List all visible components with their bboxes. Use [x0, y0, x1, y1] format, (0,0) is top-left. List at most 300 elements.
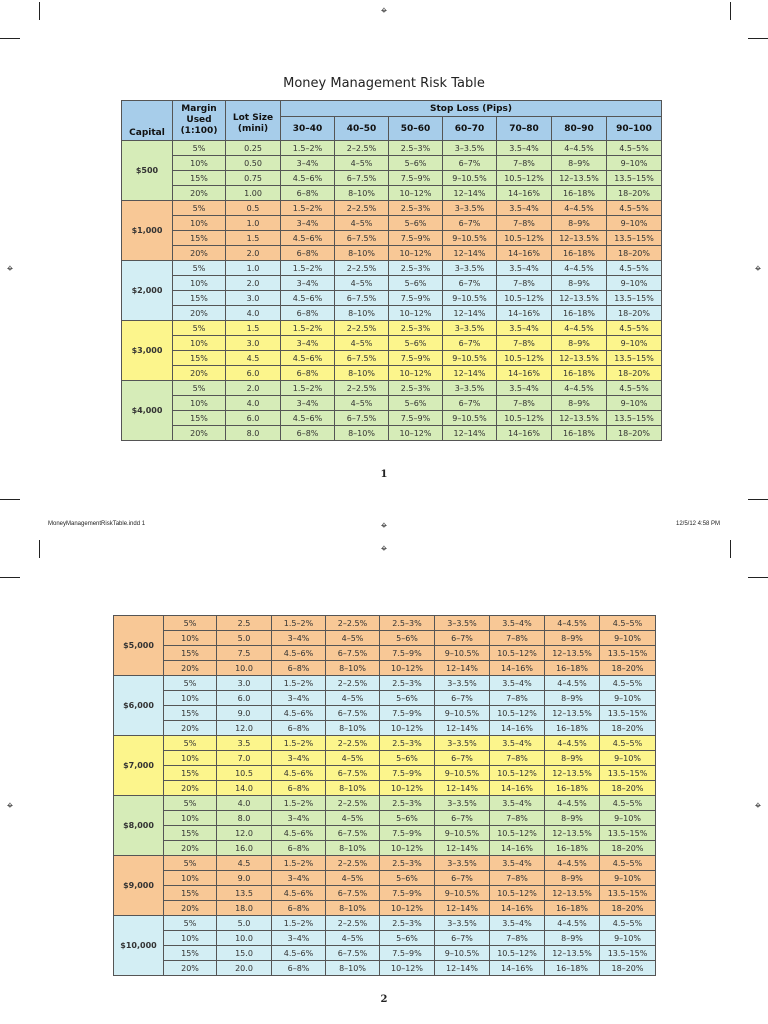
risk-percent-cell: 16–18% [545, 841, 600, 856]
lot-size-cell: 7.0 [217, 751, 272, 766]
margin-cell: 5% [173, 141, 226, 156]
risk-percent-cell: 6–7% [435, 751, 490, 766]
risk-percent-cell: 8–9% [552, 156, 607, 171]
risk-percent-cell: 7.5–9% [389, 291, 443, 306]
risk-percent-cell: 10–12% [389, 426, 443, 441]
risk-percent-cell: 14–16% [497, 306, 552, 321]
risk-percent-cell: 4.5–6% [272, 646, 326, 661]
risk-percent-cell: 2.5–3% [389, 261, 443, 276]
crop-mark [748, 38, 768, 39]
risk-percent-cell: 12–14% [443, 366, 497, 381]
table-row [114, 856, 656, 871]
risk-percent-cell: 8–9% [552, 336, 607, 351]
risk-percent-cell: 2–2.5% [326, 796, 380, 811]
risk-percent-cell: 12–13.5% [552, 411, 607, 426]
margin-cell: 20% [164, 961, 217, 976]
risk-percent-cell: 3–4% [272, 871, 326, 886]
risk-percent-cell: 7–8% [497, 216, 552, 231]
margin-cell: 5% [164, 676, 217, 691]
table-row [122, 351, 662, 366]
risk-percent-cell: 9–10.5% [435, 826, 490, 841]
table-row [122, 381, 662, 396]
risk-percent-cell: 1.5–2% [272, 676, 326, 691]
risk-percent-cell: 14–16% [490, 841, 545, 856]
margin-cell: 5% [164, 856, 217, 871]
risk-percent-cell: 4.5–6% [281, 411, 335, 426]
crop-mark [748, 577, 768, 578]
risk-percent-cell: 8–10% [335, 366, 389, 381]
margin-cell: 15% [173, 351, 226, 366]
risk-percent-cell: 9–10% [607, 336, 662, 351]
margin-cell: 10% [173, 336, 226, 351]
registration-mark-icon: ⌖ [380, 519, 388, 532]
risk-percent-cell: 8–9% [552, 216, 607, 231]
risk-percent-cell: 10–12% [380, 661, 435, 676]
lot-size-cell: 1.00 [226, 186, 281, 201]
table-row [122, 396, 662, 411]
risk-percent-cell: 5–6% [389, 396, 443, 411]
margin-cell: 20% [173, 366, 226, 381]
risk-percent-cell: 13.5–15% [600, 826, 656, 841]
risk-percent-cell: 13.5–15% [600, 646, 656, 661]
capital-cell: $5,000 [114, 616, 164, 676]
risk-percent-cell: 4.5–5% [600, 916, 656, 931]
crop-mark [748, 499, 768, 500]
risk-percent-cell: 13.5–15% [607, 291, 662, 306]
risk-percent-cell: 4–4.5% [552, 381, 607, 396]
risk-percent-cell: 7–8% [490, 931, 545, 946]
risk-percent-cell: 4–5% [326, 871, 380, 886]
risk-percent-cell: 3–4% [272, 811, 326, 826]
risk-percent-cell: 6–7% [443, 276, 497, 291]
risk-percent-cell: 7.5–9% [389, 411, 443, 426]
risk-percent-cell: 2–2.5% [326, 736, 380, 751]
risk-percent-cell: 4–4.5% [545, 796, 600, 811]
margin-cell: 10% [164, 751, 217, 766]
risk-percent-cell: 2.5–3% [389, 321, 443, 336]
risk-percent-cell: 6–7% [443, 396, 497, 411]
risk-percent-cell: 6–7.5% [326, 766, 380, 781]
risk-percent-cell: 6–7.5% [326, 706, 380, 721]
risk-percent-cell: 4–4.5% [552, 141, 607, 156]
risk-percent-cell: 10–12% [380, 901, 435, 916]
risk-percent-cell: 12–14% [435, 721, 490, 736]
risk-percent-cell: 3–3.5% [435, 916, 490, 931]
risk-percent-cell: 4–5% [326, 691, 380, 706]
risk-percent-cell: 14–16% [490, 721, 545, 736]
lot-size-cell: 2.0 [226, 246, 281, 261]
lot-size-cell: 10.0 [217, 931, 272, 946]
risk-percent-cell: 10.5–12% [490, 946, 545, 961]
risk-percent-cell: 6–8% [272, 661, 326, 676]
table-row [114, 676, 656, 691]
risk-percent-cell: 2–2.5% [326, 616, 380, 631]
risk-percent-cell: 6–7.5% [326, 826, 380, 841]
risk-percent-cell: 2–2.5% [326, 856, 380, 871]
risk-percent-cell: 3–3.5% [443, 321, 497, 336]
risk-percent-cell: 9–10% [600, 871, 656, 886]
lot-size-cell: 9.0 [217, 871, 272, 886]
lot-size-cell: 4.5 [226, 351, 281, 366]
risk-percent-cell: 14–16% [490, 781, 545, 796]
risk-percent-cell: 16–18% [545, 901, 600, 916]
table-row [122, 366, 662, 381]
table-row [114, 931, 656, 946]
risk-percent-cell: 10–12% [380, 721, 435, 736]
risk-percent-cell: 3–4% [281, 336, 335, 351]
margin-cell: 5% [173, 321, 226, 336]
margin-cell: 10% [164, 811, 217, 826]
risk-percent-cell: 3–4% [272, 931, 326, 946]
risk-percent-cell: 2–2.5% [335, 381, 389, 396]
risk-percent-cell: 7–8% [497, 336, 552, 351]
risk-percent-cell: 13.5–15% [600, 886, 656, 901]
risk-percent-cell: 7.5–9% [380, 826, 435, 841]
table-row [114, 736, 656, 751]
table-row [114, 901, 656, 916]
registration-mark-icon: ⌖ [380, 542, 388, 555]
pips-header: 70–80 [497, 117, 552, 141]
capital-cell: $8,000 [114, 796, 164, 856]
lot-size-cell: 10.0 [217, 661, 272, 676]
margin-cell: 20% [173, 186, 226, 201]
risk-percent-cell: 3–3.5% [435, 796, 490, 811]
risk-percent-cell: 12–13.5% [545, 646, 600, 661]
lot-size-cell: 0.75 [226, 171, 281, 186]
risk-percent-cell: 3.5–4% [497, 381, 552, 396]
risk-percent-cell: 9–10.5% [443, 231, 497, 246]
margin-cell: 5% [164, 796, 217, 811]
risk-percent-cell: 10–12% [380, 781, 435, 796]
table-row [114, 751, 656, 766]
risk-percent-cell: 6–8% [281, 426, 335, 441]
risk-percent-cell: 10.5–12% [497, 171, 552, 186]
margin-cell: 15% [164, 826, 217, 841]
lot-size-cell: 6.0 [226, 366, 281, 381]
risk-percent-cell: 14–16% [490, 661, 545, 676]
risk-percent-cell: 14–16% [497, 426, 552, 441]
risk-percent-cell: 13.5–15% [607, 231, 662, 246]
margin-cell: 5% [173, 261, 226, 276]
stop-loss-header: Stop Loss (Pips) [281, 101, 662, 117]
risk-percent-cell: 4–5% [326, 811, 380, 826]
risk-percent-cell: 4.5–6% [281, 171, 335, 186]
margin-cell: 20% [173, 426, 226, 441]
page-number: 2 [380, 994, 388, 1005]
margin-cell: 20% [164, 661, 217, 676]
table-row [114, 796, 656, 811]
risk-percent-cell: 4.5–6% [281, 231, 335, 246]
risk-percent-cell: 18–20% [607, 426, 662, 441]
table-row [122, 306, 662, 321]
risk-percent-cell: 6–8% [281, 246, 335, 261]
risk-percent-cell: 2–2.5% [335, 321, 389, 336]
risk-table-page-2 [113, 615, 656, 976]
risk-percent-cell: 3–4% [281, 276, 335, 291]
risk-percent-cell: 9–10% [600, 751, 656, 766]
risk-percent-cell: 4.5–5% [600, 856, 656, 871]
risk-percent-cell: 7.5–9% [380, 766, 435, 781]
risk-percent-cell: 3–4% [272, 751, 326, 766]
risk-percent-cell: 13.5–15% [607, 171, 662, 186]
risk-percent-cell: 12–13.5% [552, 171, 607, 186]
risk-percent-cell: 6–7% [435, 871, 490, 886]
risk-percent-cell: 5–6% [380, 871, 435, 886]
registration-mark-icon: ⌖ [380, 4, 388, 17]
risk-percent-cell: 10–12% [389, 366, 443, 381]
risk-percent-cell: 4.5–5% [600, 796, 656, 811]
margin-cell: 5% [164, 736, 217, 751]
margin-cell: 10% [173, 216, 226, 231]
risk-percent-cell: 2–2.5% [335, 141, 389, 156]
capital-cell: $4,000 [122, 381, 173, 441]
risk-percent-cell: 7–8% [490, 871, 545, 886]
margin-cell: 15% [173, 231, 226, 246]
risk-percent-cell: 14–16% [490, 901, 545, 916]
risk-percent-cell: 12–13.5% [545, 706, 600, 721]
risk-percent-cell: 8–10% [326, 781, 380, 796]
lot-size-cell: 1.5 [226, 321, 281, 336]
risk-percent-cell: 3–4% [281, 216, 335, 231]
risk-percent-cell: 6–7.5% [335, 411, 389, 426]
table-row [122, 246, 662, 261]
risk-percent-cell: 3–3.5% [443, 261, 497, 276]
risk-percent-cell: 9–10% [600, 811, 656, 826]
risk-percent-cell: 2.5–3% [380, 616, 435, 631]
risk-percent-cell: 4.5–6% [272, 766, 326, 781]
lot-size-cell: 0.25 [226, 141, 281, 156]
margin-cell: 15% [164, 646, 217, 661]
risk-percent-cell: 10.5–12% [497, 411, 552, 426]
risk-percent-cell: 9–10.5% [435, 646, 490, 661]
risk-percent-cell: 12–14% [443, 246, 497, 261]
lot-size-cell: 8.0 [217, 811, 272, 826]
risk-percent-cell: 5–6% [380, 931, 435, 946]
risk-percent-cell: 1.5–2% [281, 321, 335, 336]
table-row [114, 841, 656, 856]
risk-percent-cell: 8–10% [335, 186, 389, 201]
pips-header: 30–40 [281, 117, 335, 141]
risk-percent-cell: 9–10.5% [443, 411, 497, 426]
risk-percent-cell: 10–12% [389, 306, 443, 321]
risk-percent-cell: 4.5–6% [272, 706, 326, 721]
table-row [114, 946, 656, 961]
table-row [114, 826, 656, 841]
risk-percent-cell: 7.5–9% [380, 706, 435, 721]
registration-mark-icon: ⌖ [754, 799, 762, 812]
risk-percent-cell: 9–10% [607, 156, 662, 171]
risk-percent-cell: 1.5–2% [272, 856, 326, 871]
risk-percent-cell: 6–8% [281, 306, 335, 321]
table-row [114, 781, 656, 796]
pips-header: 90–100 [607, 117, 662, 141]
risk-percent-cell: 4–5% [335, 276, 389, 291]
risk-percent-cell: 8–9% [545, 931, 600, 946]
table-row [114, 616, 656, 631]
risk-percent-cell: 3–3.5% [435, 676, 490, 691]
crop-mark [0, 38, 20, 39]
risk-percent-cell: 6–7% [443, 336, 497, 351]
risk-percent-cell: 4.5–6% [272, 946, 326, 961]
risk-percent-cell: 7.5–9% [389, 231, 443, 246]
margin-cell: 20% [164, 901, 217, 916]
risk-percent-cell: 9–10.5% [443, 171, 497, 186]
risk-percent-cell: 13.5–15% [600, 946, 656, 961]
table-row [114, 691, 656, 706]
capital-cell: $9,000 [114, 856, 164, 916]
lot-size-cell: 4.0 [226, 306, 281, 321]
risk-percent-cell: 14–16% [490, 961, 545, 976]
risk-percent-cell: 4–4.5% [545, 916, 600, 931]
risk-percent-cell: 18–20% [600, 661, 656, 676]
pips-header: 80–90 [552, 117, 607, 141]
crop-mark [730, 2, 731, 20]
lot-size-cell: 20.0 [217, 961, 272, 976]
risk-percent-cell: 4–5% [326, 931, 380, 946]
risk-percent-cell: 13.5–15% [607, 351, 662, 366]
risk-percent-cell: 12–13.5% [545, 946, 600, 961]
margin-header [173, 101, 226, 141]
risk-percent-cell: 4.5–6% [281, 291, 335, 306]
risk-percent-cell: 7–8% [497, 276, 552, 291]
risk-percent-cell: 6–8% [272, 781, 326, 796]
capital-cell: $7,000 [114, 736, 164, 796]
risk-percent-cell: 4.5–6% [272, 826, 326, 841]
risk-percent-cell: 4–5% [335, 216, 389, 231]
risk-percent-cell: 18–20% [600, 841, 656, 856]
risk-percent-cell: 3–4% [281, 156, 335, 171]
margin-header-line: (1:100) [180, 126, 218, 136]
slug-timestamp: 12/5/12 4:58 PM [676, 521, 721, 527]
risk-percent-cell: 12–13.5% [552, 351, 607, 366]
risk-percent-cell: 5–6% [389, 336, 443, 351]
table-row [114, 631, 656, 646]
risk-percent-cell: 12–13.5% [552, 291, 607, 306]
margin-cell: 20% [164, 781, 217, 796]
risk-percent-cell: 2.5–3% [389, 381, 443, 396]
risk-percent-cell: 6–8% [281, 366, 335, 381]
lot-size-cell: 4.0 [226, 396, 281, 411]
risk-percent-cell: 7.5–9% [380, 646, 435, 661]
registration-mark-icon: ⌖ [6, 799, 14, 812]
margin-cell: 5% [164, 916, 217, 931]
page-title: Money Management Risk Table [283, 76, 485, 91]
risk-percent-cell: 10.5–12% [490, 706, 545, 721]
risk-percent-cell: 6–7% [443, 156, 497, 171]
risk-percent-cell: 5–6% [380, 631, 435, 646]
table-row [122, 291, 662, 306]
risk-percent-cell: 9–10.5% [435, 886, 490, 901]
risk-percent-cell: 4–4.5% [552, 261, 607, 276]
risk-percent-cell: 7.5–9% [389, 351, 443, 366]
risk-percent-cell: 14–16% [497, 246, 552, 261]
risk-percent-cell: 9–10% [600, 691, 656, 706]
risk-percent-cell: 16–18% [552, 306, 607, 321]
risk-percent-cell: 8–10% [326, 961, 380, 976]
risk-percent-cell: 3–3.5% [443, 141, 497, 156]
table-row [122, 411, 662, 426]
crop-mark [0, 577, 20, 578]
margin-cell: 10% [164, 691, 217, 706]
lot-size-cell: 6.0 [217, 691, 272, 706]
margin-header-line: Margin [181, 104, 217, 114]
risk-percent-cell: 3–4% [281, 396, 335, 411]
table-row [122, 276, 662, 291]
risk-percent-cell: 6–7.5% [326, 646, 380, 661]
risk-percent-cell: 12–14% [443, 426, 497, 441]
risk-percent-cell: 6–7.5% [326, 886, 380, 901]
risk-percent-cell: 4–5% [335, 156, 389, 171]
risk-percent-cell: 6–8% [281, 186, 335, 201]
crop-mark [39, 540, 40, 558]
risk-percent-cell: 4.5–5% [607, 201, 662, 216]
risk-percent-cell: 14–16% [497, 186, 552, 201]
risk-percent-cell: 9–10.5% [435, 766, 490, 781]
risk-percent-cell: 16–18% [552, 246, 607, 261]
table-row [122, 426, 662, 441]
risk-percent-cell: 1.5–2% [272, 736, 326, 751]
risk-percent-cell: 7–8% [497, 156, 552, 171]
risk-percent-cell: 2.5–3% [380, 676, 435, 691]
risk-percent-cell: 3–4% [272, 631, 326, 646]
table-row [122, 321, 662, 336]
pips-header: 60–70 [443, 117, 497, 141]
lot-size-cell: 0.5 [226, 201, 281, 216]
margin-cell: 15% [164, 886, 217, 901]
capital-cell: $2,000 [122, 261, 173, 321]
risk-percent-cell: 10–12% [380, 961, 435, 976]
table-row [114, 661, 656, 676]
table-row [122, 216, 662, 231]
crop-mark [0, 499, 20, 500]
risk-percent-cell: 16–18% [552, 426, 607, 441]
page-number: 1 [380, 469, 388, 480]
risk-percent-cell: 7.5–9% [389, 171, 443, 186]
risk-percent-cell: 16–18% [545, 721, 600, 736]
risk-percent-cell: 6–8% [272, 961, 326, 976]
margin-cell: 5% [173, 201, 226, 216]
margin-header-line: Used [186, 115, 212, 125]
risk-percent-cell: 9–10% [607, 396, 662, 411]
risk-percent-cell: 4–4.5% [545, 736, 600, 751]
margin-cell: 15% [173, 291, 226, 306]
risk-percent-cell: 4–4.5% [552, 201, 607, 216]
risk-percent-cell: 4.5–6% [281, 351, 335, 366]
risk-percent-cell: 18–20% [600, 781, 656, 796]
registration-mark-icon: ⌖ [754, 262, 762, 275]
risk-percent-cell: 13.5–15% [600, 706, 656, 721]
risk-percent-cell: 12–13.5% [552, 231, 607, 246]
lot-size-cell: 3.0 [226, 336, 281, 351]
table-row [114, 721, 656, 736]
risk-percent-cell: 2.5–3% [380, 796, 435, 811]
risk-percent-cell: 8–9% [545, 751, 600, 766]
risk-percent-cell: 16–18% [552, 186, 607, 201]
risk-percent-cell: 3–3.5% [435, 616, 490, 631]
risk-percent-cell: 2–2.5% [326, 916, 380, 931]
lot-size-cell: 16.0 [217, 841, 272, 856]
risk-percent-cell: 6–7% [435, 931, 490, 946]
risk-percent-cell: 18–20% [607, 186, 662, 201]
risk-percent-cell: 9–10.5% [443, 351, 497, 366]
lot-size-cell: 1.0 [226, 216, 281, 231]
table-row [114, 871, 656, 886]
lot-size-cell: 1.0 [226, 261, 281, 276]
risk-percent-cell: 6–8% [272, 721, 326, 736]
risk-percent-cell: 4–5% [326, 751, 380, 766]
risk-percent-cell: 9–10.5% [443, 291, 497, 306]
lot-size-cell: 2.0 [226, 276, 281, 291]
